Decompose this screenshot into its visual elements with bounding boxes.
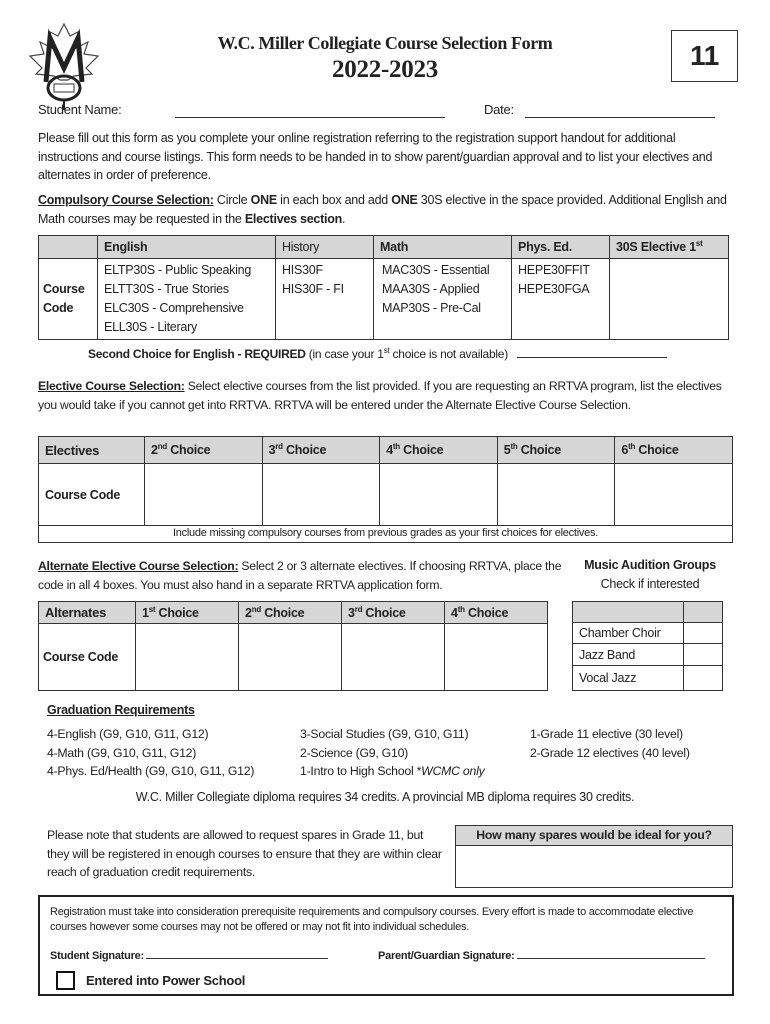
intro-text: Please fill out this form as you complete your online registration referring to the registration support handout for additional instructions and course listings. This form needs to be handed in to show parent/guardian approval and to list your electives and alternates in order of preference. xyxy=(38,131,713,182)
text: Choice xyxy=(635,443,679,458)
text: ONE xyxy=(250,193,277,207)
compulsory-instructions xyxy=(38,191,728,229)
text: 3-Social Studies (G9, G10, G11) xyxy=(300,727,469,741)
text: Select 2 or 3 alternate electives. If choosing RRTVA, place the code in all 4 boxes. You must also hand in a separate RRTVA application form. xyxy=(38,559,562,592)
music-checkbox-cell[interactable] xyxy=(684,644,723,666)
alternate-choice-header xyxy=(342,602,445,624)
spares-question: How many spares would be ideal for you? xyxy=(456,826,732,846)
graduation-col-3 xyxy=(530,725,690,762)
alternate-code-field[interactable] xyxy=(342,624,445,691)
music-checkbox-cell[interactable] xyxy=(684,623,723,644)
graduation-col-1 xyxy=(47,725,254,781)
graduation-heading: Graduation Requirements xyxy=(47,703,195,717)
elective-choice-header xyxy=(380,437,498,464)
col-header-history: History xyxy=(276,236,374,259)
second-choice-english xyxy=(88,346,667,361)
corner-cell xyxy=(39,236,98,259)
text: st xyxy=(383,346,390,355)
list-item: ELL30S - Literary xyxy=(104,320,198,334)
graduation-col-2 xyxy=(300,725,484,781)
power-school-checkbox[interactable] xyxy=(56,971,75,990)
text: st xyxy=(695,239,703,249)
compulsory-table xyxy=(38,235,729,340)
music-checkbox-cell[interactable] xyxy=(684,666,723,691)
grade-box xyxy=(671,30,738,82)
list-item: HIS30F - FI xyxy=(282,282,344,296)
text: choice is not available) xyxy=(389,347,508,361)
alternates-row-header: Alternates xyxy=(39,602,136,624)
music-header-cell xyxy=(573,602,684,623)
spares-note: Please note that students are allowed to request spares in Grade 11, but they will be registered in enough courses to ensure that they are within clear reach of graduation credit requirements. xyxy=(47,828,442,879)
date-label: Date: xyxy=(484,102,514,117)
text: nd xyxy=(157,442,167,452)
grade-number: 11 xyxy=(689,40,720,71)
text: Choice xyxy=(362,606,406,621)
list-item: ELTP30S - Public Speaking xyxy=(104,263,252,277)
text: Choice xyxy=(399,443,444,458)
row-label-course-code: Course Code xyxy=(39,259,98,340)
power-school-label: Entered into Power School xyxy=(86,973,246,988)
electives-row-header: Electives xyxy=(39,437,145,464)
text: ONE xyxy=(391,193,418,207)
text: in each box and add xyxy=(276,193,392,207)
text: 3 xyxy=(348,606,355,621)
alternate-choice-header xyxy=(445,602,548,624)
text: nd xyxy=(251,604,261,614)
list-item: MAP30S - Pre-Cal xyxy=(382,301,481,315)
col-header-phys-ed: Phys. Ed. xyxy=(512,236,610,259)
text: (in case your 1 xyxy=(305,347,384,361)
col-header-30s-elective xyxy=(610,236,729,259)
text: Student Signature: xyxy=(50,950,144,962)
student-signature-field[interactable] xyxy=(146,947,328,959)
elective-choice-header xyxy=(497,437,615,464)
elective-code-field[interactable] xyxy=(380,464,498,526)
30s-elective-field[interactable] xyxy=(610,259,729,340)
list-item: HEPE30FGA xyxy=(518,282,590,296)
text: Electives section xyxy=(244,212,343,226)
diploma-credits-note: W.C. Miller Collegiate diploma requires 34 credits. A provincial MB diploma requires 30 credits. xyxy=(135,790,635,804)
elective-heading: Elective Course Selection: xyxy=(38,379,185,393)
second-choice-field[interactable] xyxy=(517,346,667,358)
text: Select elective courses from the list provided. If you are requesting an RRTVA program, list the electives you would take if you cannot get into RRTVA. RRTVA will be entered under the Alternate Elective Course Selection. xyxy=(38,379,722,412)
list-item: MAA30S - Applied xyxy=(382,282,480,296)
music-heading: Music Audition Groups xyxy=(584,558,716,572)
text: 6 xyxy=(621,443,629,458)
elective-code-field[interactable] xyxy=(615,464,733,526)
text: Second Choice for English - REQUIRED xyxy=(88,347,306,361)
text: Choice xyxy=(166,443,211,458)
text: 4 xyxy=(451,606,458,621)
text: Choice xyxy=(155,606,199,621)
music-group-chamber-choir: Chamber Choir xyxy=(573,623,684,644)
school-year: 2022-2023 xyxy=(331,56,439,83)
compulsory-heading: Compulsory Course Selection: xyxy=(38,193,214,207)
text: 1-Intro to High School * xyxy=(300,764,422,778)
student-signature xyxy=(50,947,328,962)
col-header-math: Math xyxy=(374,236,512,259)
alternate-choice-header xyxy=(136,602,239,624)
student-name-field[interactable] xyxy=(175,104,445,118)
english-options[interactable] xyxy=(98,259,276,340)
text: 3 xyxy=(268,443,276,458)
spares-box xyxy=(455,825,733,888)
text xyxy=(300,762,484,781)
math-options[interactable] xyxy=(374,259,512,340)
elective-choice-header xyxy=(615,437,733,464)
elective-instructions xyxy=(38,377,743,415)
form-title: W.C. Miller Collegiate Course Selection Form xyxy=(217,33,553,53)
elective-code-field[interactable] xyxy=(145,464,263,526)
alternate-heading: Alternate Elective Course Selection: xyxy=(38,559,239,573)
parent-signature-field[interactable] xyxy=(517,947,705,959)
music-group-jazz-band: Jazz Band xyxy=(573,644,684,666)
text: th xyxy=(457,604,465,614)
alternate-choice-header xyxy=(239,602,342,624)
text: 2-Science (G9, G10) xyxy=(300,745,409,760)
list-item: HIS30F xyxy=(282,263,323,277)
text: th xyxy=(392,442,400,452)
text: 2 xyxy=(151,443,158,458)
col-header-english: English xyxy=(98,236,276,259)
electives-table xyxy=(38,436,733,543)
list-item: ELTT30S - True Stories xyxy=(104,282,229,296)
electives-row-label: Course Code xyxy=(39,464,145,526)
music-subheading: Check if interested xyxy=(600,577,700,591)
signature-box xyxy=(38,895,734,996)
phys-ed-options[interactable] xyxy=(512,259,610,340)
text: Circle xyxy=(213,193,251,207)
text: 30S elective in the space provided. Additional English and Math courses may be requested in the xyxy=(38,193,727,226)
text: rd xyxy=(275,442,283,452)
electives-footer-note: Include missing compulsory courses from previous grades as your first choices for electives. xyxy=(39,526,733,543)
alternate-code-field[interactable] xyxy=(445,624,548,691)
text: 5 xyxy=(503,443,511,458)
text: 30S Elective 1 xyxy=(616,240,696,255)
alternate-code-field[interactable] xyxy=(136,624,239,691)
elective-choice-header xyxy=(262,437,380,464)
text: 4 xyxy=(386,443,393,458)
list-item: 4-English (G9, G10, G11, G12) xyxy=(47,727,209,741)
spares-answer-field[interactable] xyxy=(456,846,732,886)
list-item: MAC30S - Essential xyxy=(382,263,490,277)
date-field[interactable] xyxy=(525,104,715,118)
registration-notice: Registration must take into consideration prerequisite requirements and compulsory courses. Every effort is made to accommodate elective courses however some courses may not be offered or may not fit into individual schedules. xyxy=(50,906,694,933)
music-groups-table xyxy=(572,601,723,691)
list-item: 4-Phys. Ed/Health (G9, G10, G11, G12) xyxy=(47,764,255,778)
text: th xyxy=(510,442,518,452)
text: th xyxy=(628,442,636,452)
text: Choice xyxy=(464,606,509,621)
history-options[interactable] xyxy=(276,259,374,340)
list-item: 4-Math (G9, G10, G11, G12) xyxy=(47,745,197,760)
text: st xyxy=(148,604,156,614)
text: 2 xyxy=(245,606,252,621)
text: WCMC only xyxy=(421,764,485,778)
elective-code-field[interactable] xyxy=(497,464,615,526)
text: 1 xyxy=(142,606,149,621)
parent-signature xyxy=(378,947,705,962)
alternate-code-field[interactable] xyxy=(239,624,342,691)
music-header-cell xyxy=(684,602,723,623)
text: . xyxy=(342,212,346,226)
text: rd xyxy=(354,604,363,614)
music-group-vocal-jazz: Vocal Jazz xyxy=(573,666,684,691)
list-item: 1-Grade 11 elective (30 level) xyxy=(530,727,683,741)
alternate-instructions xyxy=(38,557,568,595)
elective-code-field[interactable] xyxy=(262,464,380,526)
text: Choice xyxy=(282,443,327,458)
list-item: HEPE30FFIT xyxy=(518,263,590,277)
alternates-table xyxy=(38,601,548,691)
text: Parent/Guardian Signature: xyxy=(378,950,515,962)
student-name-label: Student Name: xyxy=(38,102,122,117)
text: Choice xyxy=(517,443,561,458)
list-item: 2-Grade 12 electives (40 level) xyxy=(530,745,690,760)
elective-choice-header xyxy=(145,437,263,464)
text: Choice xyxy=(260,606,305,621)
alternates-row-label: Course Code xyxy=(39,624,136,691)
list-item: ELC30S - Comprehensive xyxy=(104,301,244,315)
